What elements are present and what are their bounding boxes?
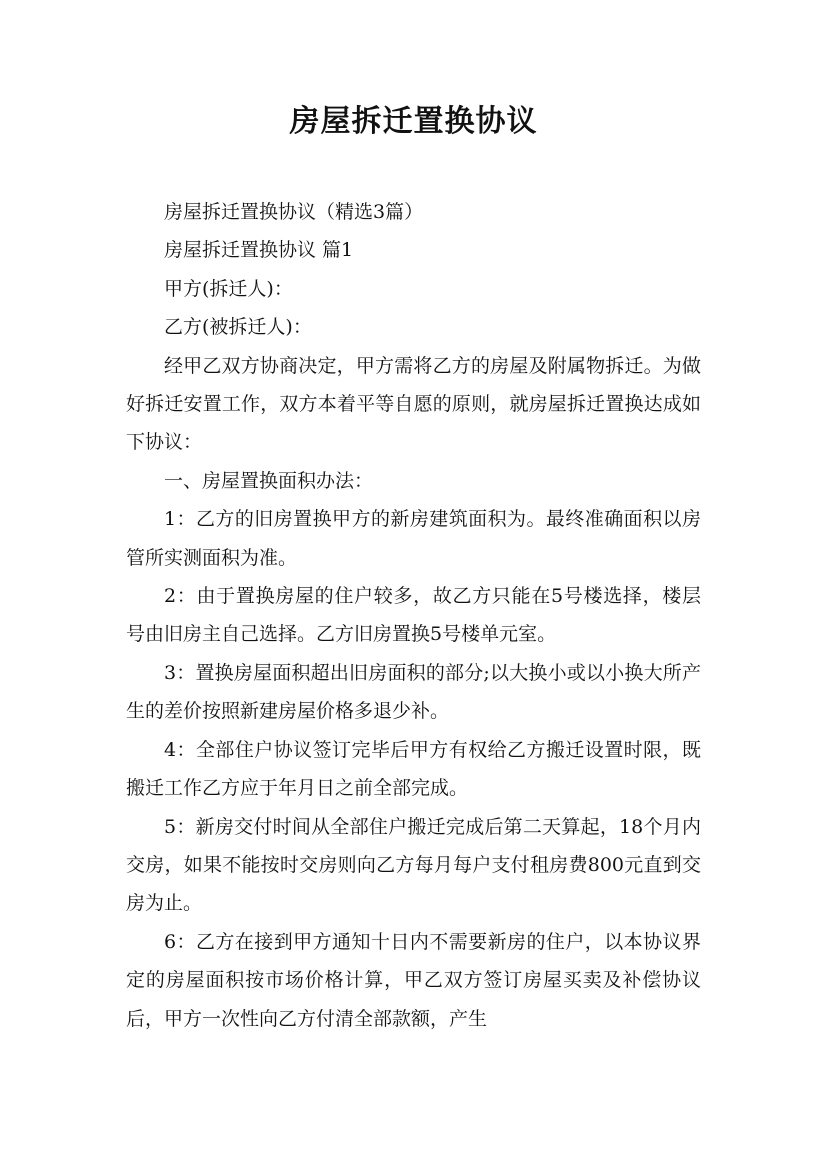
paragraph-section-heading: 房屋拆迁置换协议 篇1 — [164, 239, 354, 262]
paragraph-party-a: 甲方(拆迁人)： — [164, 277, 293, 300]
paragraph-clause-6: 6：乙方在接到甲方通知十日内不需要新房的住户，以本协议界定的房屋面积按市场价格计算，甲乙双方签订房屋买卖及补偿协议后，甲方一次性向乙方付清全部款额，产生 — [126, 930, 701, 1030]
paragraph-clause-3: 3：置换房屋面积超出旧房面积的部分;以大换小或以小换大所产生的差价按照新建房屋价格多退少补。 — [126, 661, 701, 723]
paragraph-clause-2: 2：由于置换房屋的住户较多，故乙方只能在5号楼选择，楼层号由旧房主自己选择。乙方旧房置换5号楼单元室。 — [126, 585, 701, 646]
paragraph-clause-5: 5：新房交付时间从全部住户搬迁完成后第二天算起，18个月内交房，如果不能按时交房则向乙方每月每户支付租房费800元直到交房为止。 — [126, 815, 701, 915]
paragraph-clause-heading: 一、房屋置换面积办法： — [164, 469, 374, 492]
paragraph-clause-1: 1：乙方的旧房置换甲方的新房建筑面积为。最终准确面积以房管所实测面积为准。 — [126, 508, 701, 569]
paragraph-subtitle: 房屋拆迁置换协议（精选3篇） — [164, 201, 424, 223]
document-body — [126, 193, 701, 1038]
paragraph-preamble: 经甲乙双方协商决定，甲方需将乙方的房屋及附属物拆迁。为做好拆迁安置工作，双方本着平等自愿的原则，就房屋拆迁置换达成如下协议： — [126, 354, 701, 454]
paragraph-party-b: 乙方(被拆迁人)： — [164, 316, 312, 339]
document-title: 房屋拆迁置换协议 — [289, 104, 538, 139]
paragraph-clause-4: 4：全部住户协议签订完毕后甲方有权给乙方搬迁设置时限，既搬迁工作乙方应于年月日之前全部完成。 — [126, 738, 701, 800]
